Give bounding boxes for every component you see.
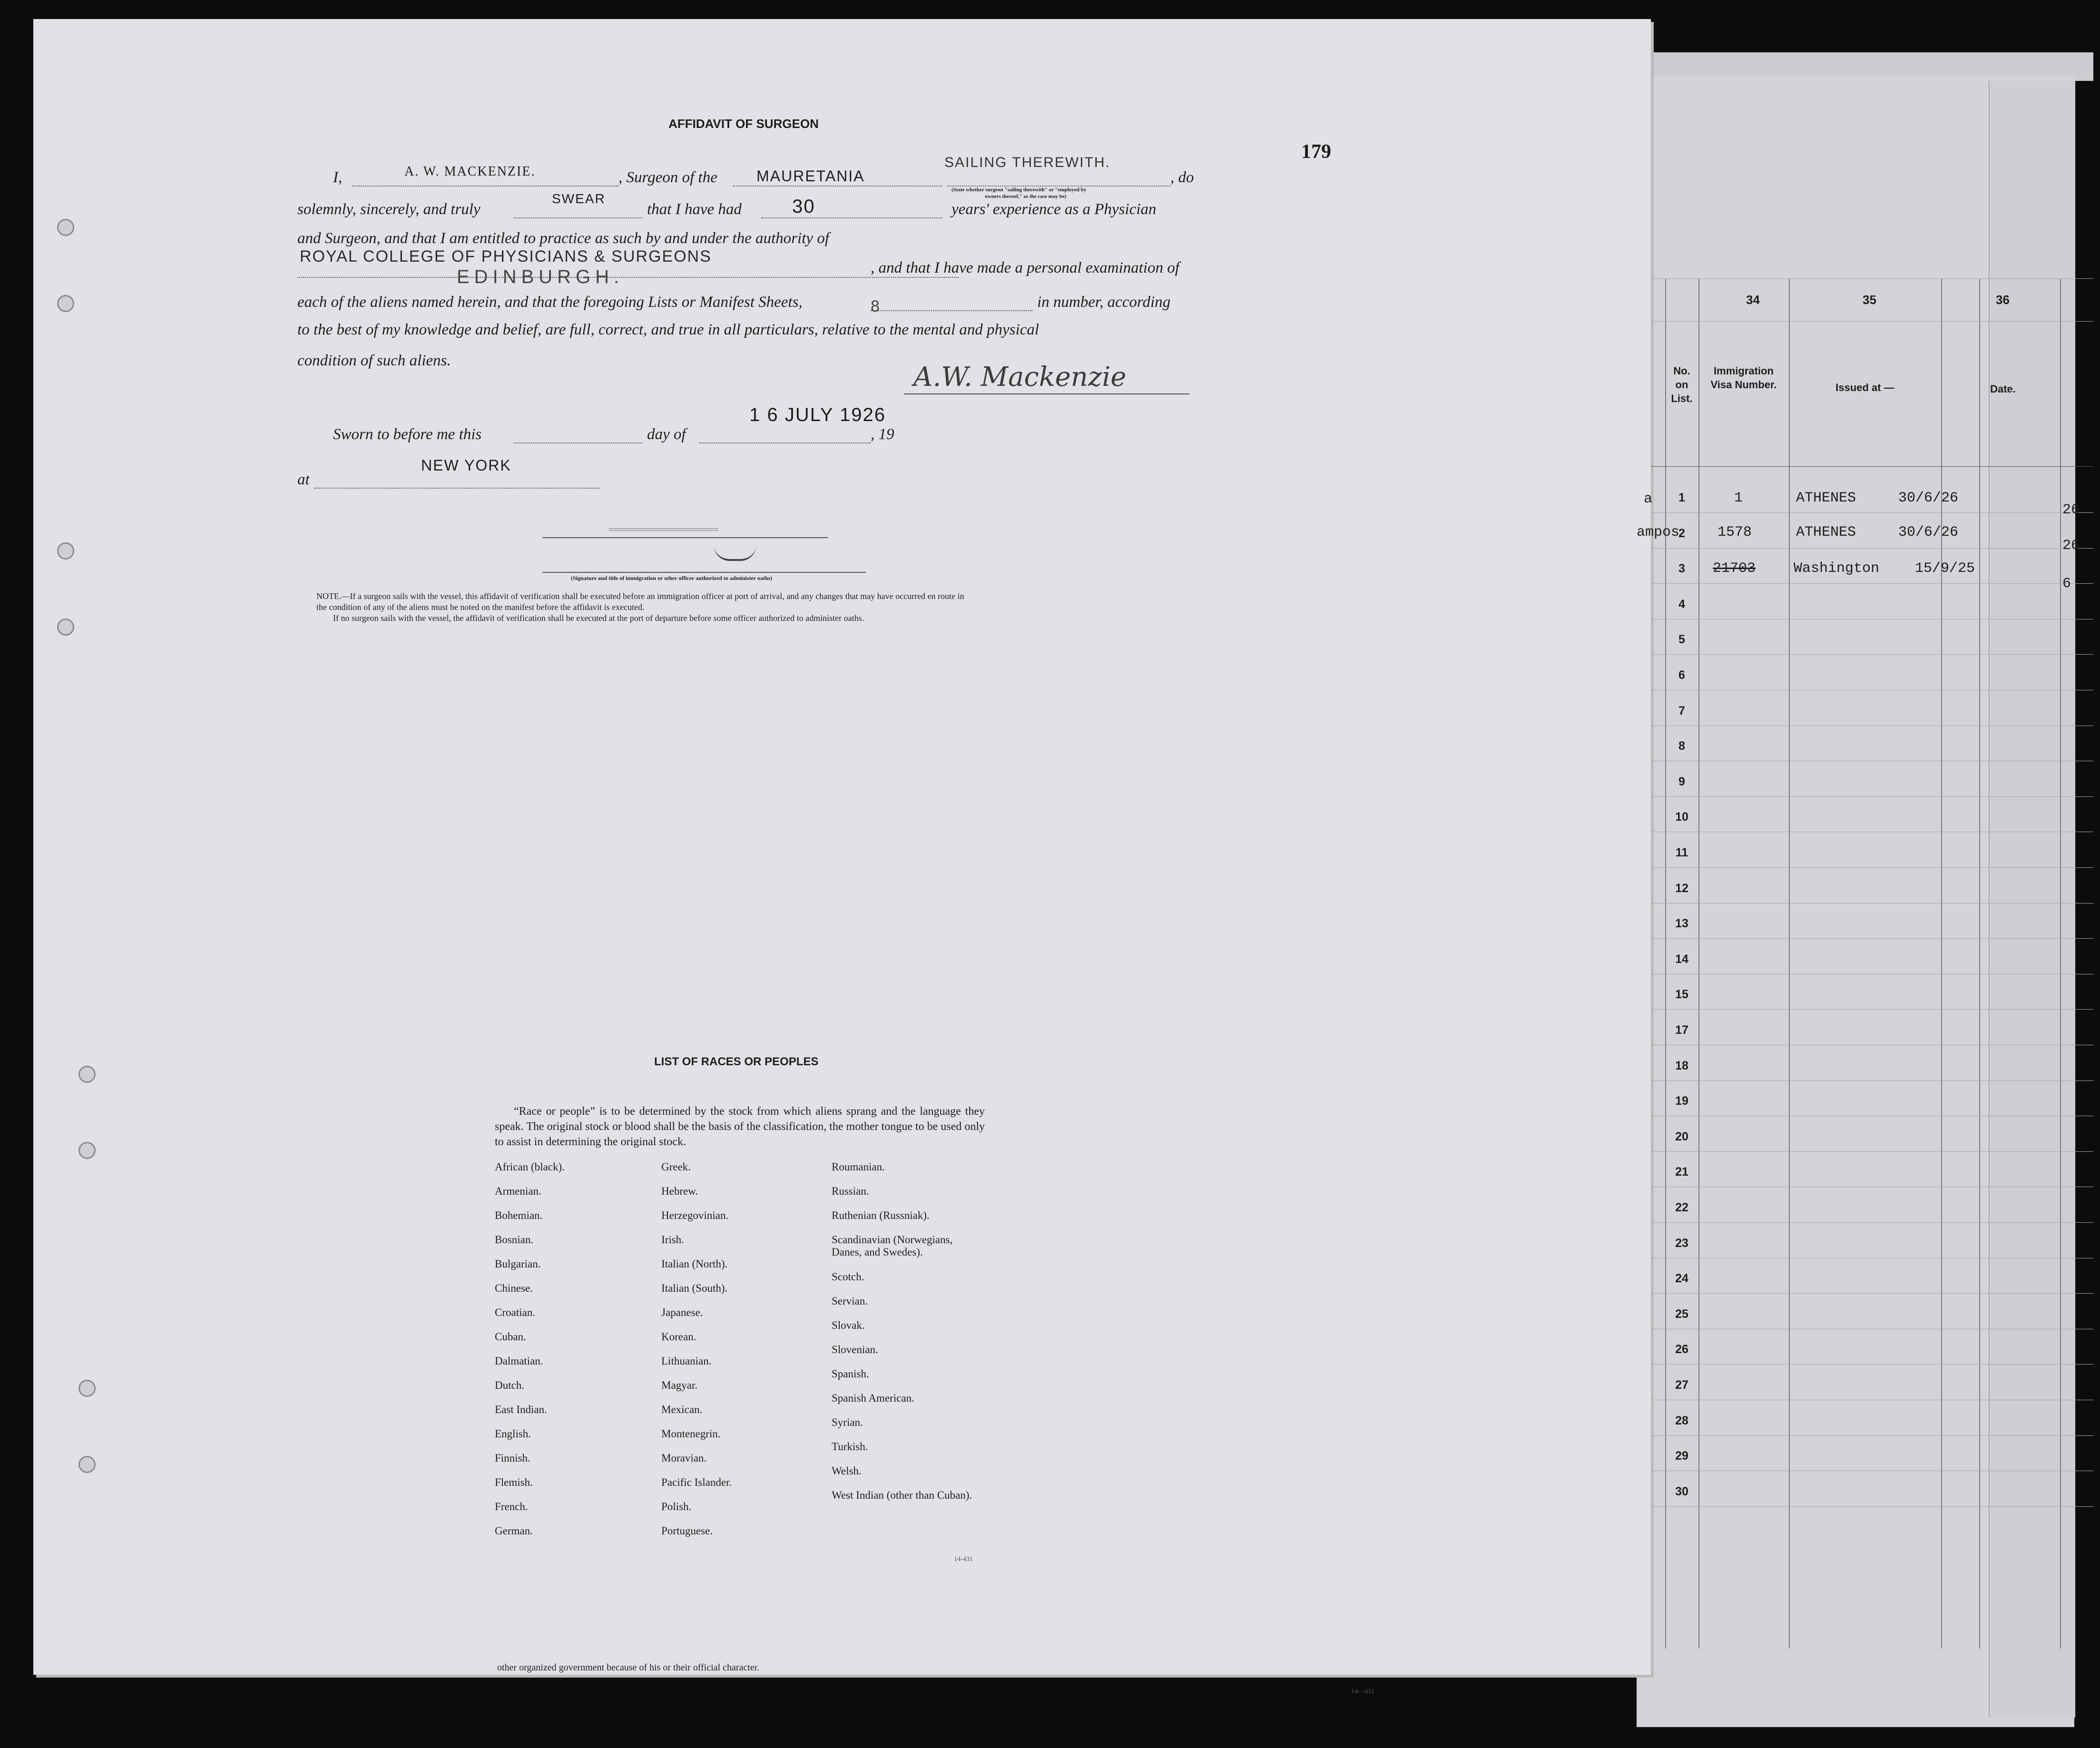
affidavit-text: in number, according	[1037, 294, 1171, 311]
race-entry: Bulgarian.	[495, 1258, 541, 1270]
row-number: 2	[1678, 526, 1685, 540]
officer-stamp	[609, 509, 718, 531]
note-text: If no surgeon sails with the vessel, the affidavit of verification shall be executed at the port of departure before some officer authorized to administer oaths.	[333, 613, 864, 623]
race-entry: Moravian.	[661, 1452, 707, 1464]
race-entry: Italian (South).	[661, 1282, 728, 1294]
row-number: 22	[1675, 1201, 1688, 1214]
row-number: 20	[1675, 1129, 1688, 1143]
fill-line	[699, 442, 871, 443]
race-entry: Dutch.	[495, 1379, 524, 1391]
race-entry: Greek.	[661, 1161, 691, 1173]
affidavit-text: and Surgeon, and that I am entitled to practice as such by and under the authority of	[297, 230, 829, 247]
row-number: 30	[1675, 1484, 1688, 1498]
race-entry: Slovak.	[832, 1319, 865, 1331]
race-entry: Bosnian.	[495, 1234, 534, 1246]
issued-place: ATHENES	[1796, 524, 1856, 540]
race-entry: Chinese.	[495, 1282, 533, 1294]
race-entry: Spanish.	[832, 1368, 869, 1380]
surgeon-signature: A.W. Mackenzie	[913, 362, 1127, 393]
row-number: 11	[1675, 846, 1688, 859]
race-entry: Hebrew.	[661, 1185, 698, 1197]
sailing-status: SAILING THEREWITH.	[944, 155, 1110, 170]
race-entry: Scotch.	[832, 1271, 864, 1283]
races-title: LIST OF RACES OR PEOPLES	[654, 1055, 819, 1068]
note-text: the condition of any of the aliens must be noted on the manifest before the affidavit is executed.	[316, 602, 645, 612]
race-entry: Magyar.	[661, 1379, 698, 1391]
race-entry: Slovenian.	[832, 1344, 878, 1355]
punch-hole	[79, 1066, 96, 1083]
row-number: 3	[1678, 562, 1685, 576]
races-column-3	[832, 1161, 984, 1526]
race-entry: West Indian (other than Cuban).	[832, 1489, 972, 1501]
affidavit-text: condition of such aliens.	[297, 352, 451, 369]
table-row-rule	[1651, 583, 2093, 584]
race-entry: Flemish.	[495, 1476, 533, 1488]
row-number: 29	[1675, 1449, 1688, 1463]
licensing-city: EDINBURGH.	[457, 266, 624, 287]
row-number: 9	[1678, 775, 1685, 788]
manifest-table	[1651, 278, 2079, 1658]
row-number: 18	[1675, 1059, 1688, 1072]
sheet-count: 8	[871, 297, 881, 315]
race-entry: Roumanian.	[832, 1161, 885, 1173]
row-number: 10	[1675, 810, 1688, 824]
affidavit-title: AFFIDAVIT OF SURGEON	[668, 117, 819, 131]
issued-date: 30/6/26	[1898, 524, 1959, 540]
race-entry: Ruthenian (Russniak).	[832, 1209, 930, 1221]
race-entry: Spanish American.	[832, 1392, 914, 1404]
fill-line	[514, 442, 642, 443]
race-entry: Italian (North).	[661, 1258, 728, 1270]
affidavit-text: , 19	[871, 426, 894, 443]
race-entry: Bohemian.	[495, 1209, 543, 1221]
row-number: 26	[1675, 1343, 1688, 1356]
fill-line	[871, 309, 1032, 311]
affidavit-text: , Surgeon of the	[618, 169, 717, 186]
punch-hole	[57, 542, 74, 560]
punch-hole	[57, 219, 74, 236]
row-number: 1	[1678, 491, 1685, 504]
fill-line	[542, 571, 866, 573]
race-entry: Welsh.	[832, 1465, 862, 1477]
table-row-rule	[1651, 512, 2093, 513]
licensing-authority: ROYAL COLLEGE OF PHYSICIANS & SURGEONS	[300, 247, 712, 265]
table-row-rule	[1651, 1080, 2093, 1081]
surgeon-name: A. W. MACKENZIE.	[404, 164, 536, 179]
form-code: 14-431	[954, 1556, 973, 1563]
race-entry: Mexican.	[661, 1404, 703, 1415]
race-entry: German.	[495, 1525, 533, 1537]
oath-place: NEW YORK	[421, 457, 511, 474]
edge-mark: 26	[2062, 538, 2080, 554]
table-row-rule	[1651, 867, 2093, 868]
visa-number: 21703	[1713, 560, 1756, 577]
table-row-rule	[1651, 938, 2093, 939]
date-stamp: 1 6 JULY 1926	[749, 404, 886, 425]
issued-date: 30/6/26	[1898, 490, 1959, 506]
race-entry: Armenian.	[495, 1185, 541, 1197]
table-row-rule	[1651, 1506, 2093, 1507]
affidavit-text: I,	[333, 169, 343, 186]
column-number: 35	[1863, 293, 1876, 307]
fill-line	[314, 487, 599, 489]
punch-hole	[79, 1380, 96, 1397]
race-entry: Finnish.	[495, 1452, 530, 1464]
column-number: 36	[1996, 293, 2010, 307]
row-number: 24	[1675, 1272, 1688, 1286]
bottom-form-code: 14—431	[1351, 1688, 1374, 1695]
row-number: 15	[1675, 988, 1688, 1002]
sailing-note: owners thereof," as the case may be)	[985, 194, 1067, 199]
fill-line	[297, 276, 959, 278]
years-experience: 30	[792, 196, 815, 217]
race-entry: Japanese.	[661, 1306, 703, 1318]
oath-word: SWEAR	[552, 191, 606, 206]
row-number: 21	[1675, 1165, 1688, 1179]
visa-number: 1	[1734, 490, 1743, 506]
row-number: 25	[1675, 1307, 1688, 1321]
header-visa-number: Immigration Visa Number.	[1710, 365, 1777, 391]
race-entry: Montenegrin.	[661, 1428, 721, 1440]
race-entry: English.	[495, 1428, 531, 1440]
signature-line	[904, 393, 1189, 394]
punch-hole	[79, 1456, 96, 1473]
header-no-on-list: No. on List.	[1671, 365, 1693, 404]
race-entry: Cuban.	[495, 1331, 526, 1343]
officer-caption: (Signature and title of immigration or other officer authorized to administer oaths)	[571, 575, 773, 581]
fill-line	[947, 185, 1170, 187]
column-number: 34	[1746, 293, 1760, 307]
table-row-rule	[1651, 796, 2093, 797]
race-entry: Russian.	[832, 1185, 869, 1197]
issued-date: 15/9/25	[1915, 560, 1975, 577]
issued-place: ATHENES	[1796, 490, 1856, 506]
race-entry: Polish.	[661, 1501, 692, 1512]
header-issued-at: Issued at —	[1835, 382, 1894, 393]
row-number: 13	[1675, 917, 1688, 931]
table-row-rule	[1651, 1009, 2093, 1010]
row-number: 7	[1678, 704, 1685, 717]
race-entry: Syrian.	[832, 1416, 863, 1428]
affidavit-text: to the best of my knowledge and belief, are full, correct, and true in all particulars, relative to the mental and physical	[297, 321, 1039, 338]
name-fragment: ampos	[1637, 524, 1680, 540]
table-row-rule	[1651, 1222, 2093, 1223]
fill-line	[352, 185, 618, 187]
race-entry: African (black).	[495, 1161, 565, 1173]
race-entry: Pacific Islander.	[661, 1476, 732, 1488]
row-number: 6	[1678, 668, 1685, 682]
punch-hole	[57, 619, 74, 636]
race-entry: Korean.	[661, 1331, 697, 1343]
fill-line	[542, 536, 828, 538]
races-intro: “Race or people” is to be determined by the stock from which aliens sprang and the language they speak. The original stock or blood shall be the basis of the classification, the mother tongue to be used only to assist in determining the original stock.	[495, 1105, 985, 1148]
table-row-rule	[1651, 654, 2093, 655]
issued-place: Washington	[1794, 560, 1880, 577]
table-row-rule	[1651, 1435, 2093, 1436]
table-row-rule	[1651, 1364, 2093, 1365]
row-number: 14	[1675, 952, 1688, 966]
race-entry: Irish.	[661, 1234, 684, 1246]
affidavit-text: , do	[1170, 169, 1194, 186]
race-entry: Portuguese.	[661, 1525, 713, 1537]
affidavit-text: solemnly, sincerely, and truly	[297, 201, 481, 218]
fill-line	[761, 216, 942, 218]
punch-hole	[57, 295, 74, 312]
ship-name: MAURETANIA	[756, 167, 865, 185]
table-row-rule	[1651, 1151, 2093, 1152]
row-number: 23	[1675, 1236, 1688, 1250]
page-number: 179	[1301, 141, 1331, 163]
row-number: 8	[1678, 739, 1685, 753]
fill-line	[514, 216, 642, 218]
punch-hole	[79, 1142, 96, 1159]
race-entry: Dalmatian.	[495, 1355, 543, 1367]
name-fragment: a	[1644, 491, 1653, 507]
affidavit-text: , and that I have made a personal examination of	[871, 259, 1179, 276]
race-entry: Lithuanian.	[661, 1355, 712, 1367]
row-number: 4	[1678, 597, 1685, 611]
row-number: 28	[1675, 1414, 1688, 1427]
row-number: 19	[1675, 1094, 1688, 1108]
edge-mark: 26	[2062, 502, 2080, 518]
header-date: Date.	[1990, 383, 2016, 395]
visa-number: 1578	[1717, 524, 1752, 540]
affidavit-text: each of the aliens named herein, and that the foregoing Lists or Manifest Sheets,	[297, 294, 803, 311]
edge-mark: 6	[2062, 576, 2071, 592]
row-number: 27	[1675, 1378, 1688, 1392]
race-entry: East Indian.	[495, 1404, 547, 1415]
races-column-2	[661, 1161, 732, 1549]
affidavit-text: Sworn to before me this	[333, 426, 482, 443]
row-number: 17	[1675, 1023, 1688, 1037]
note-text: NOTE.—If a surgeon sails with the vessel, this affidavit of verification shall be executed before an immigration officer at port of arrival, and any changes that may have occurred en route in	[316, 591, 964, 601]
race-entry: French.	[495, 1501, 528, 1512]
race-entry: Scandinavian (Norwegians, Danes, and Swedes).	[832, 1234, 953, 1258]
race-entry: Servian.	[832, 1295, 868, 1307]
sailing-note: (State whether surgeon "sailing therewith" or "employed by	[952, 187, 1087, 193]
race-entry: Croatian.	[495, 1306, 535, 1318]
affidavit-text: that I have had	[647, 201, 742, 218]
row-number: 12	[1675, 881, 1688, 895]
table-row-rule	[1651, 1293, 2093, 1294]
race-entry: Turkish.	[832, 1441, 868, 1453]
bottom-text: other organized government because of his or their official character.	[497, 1662, 760, 1673]
affidavit-text: at	[297, 471, 310, 488]
row-number: 5	[1678, 633, 1685, 647]
race-entry: Herzegovinian.	[661, 1209, 729, 1221]
affidavit-text: years' experience as a Physician	[952, 201, 1157, 218]
races-column-1	[495, 1161, 565, 1549]
table-row-rule	[1651, 548, 2093, 549]
affidavit-text: day of	[647, 426, 686, 443]
